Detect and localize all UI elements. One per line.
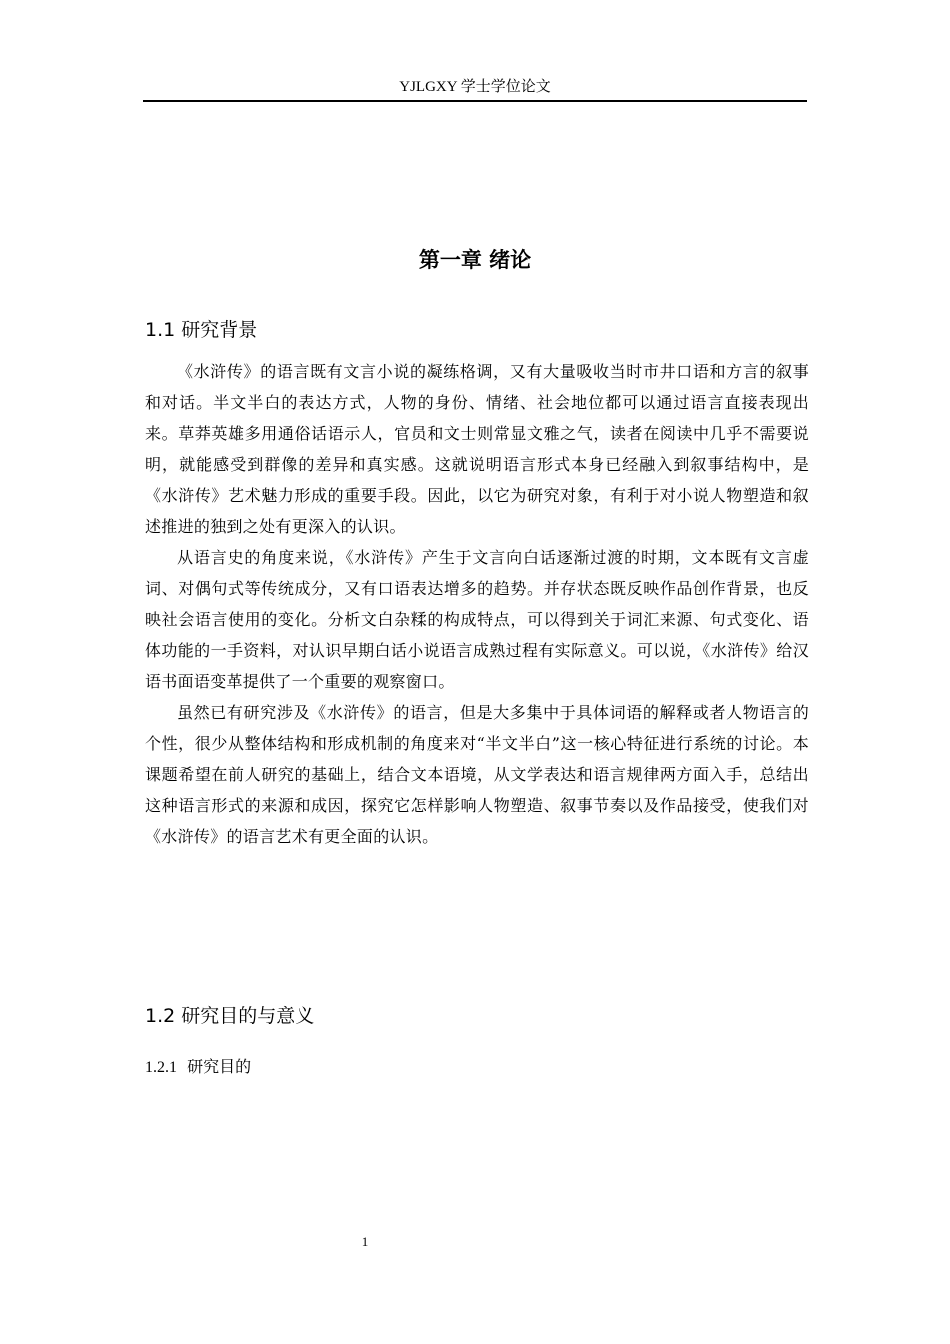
chapter-title: 第一章 绪论 bbox=[418, 248, 532, 272]
paragraph-2: 从语言史的角度来说，《水浒传》产生于文言向白话逐渐过渡的时期，文本既有文言虚词、对偶句式等传统成分，又有口语表达增多的趋势。并存状态既反映作品创作背景，也反映社会语言使用的变化。分析文白杂糅的构成特点，可以得到关于词汇来源、句式变化、语体功能的一手资料，对认识早期白话小说语言成熟过程有实际意义。可以说，《水浒传》给汉语书面语变革提供了一个重要的观察窗口。 bbox=[145, 548, 809, 691]
page-header: YJLGXY 学士学位论文 bbox=[399, 79, 551, 95]
subsection-number: 1.2.1 bbox=[145, 1059, 177, 1076]
page-number: 1 bbox=[361, 1234, 369, 1249]
paragraph-1: 《水浒传》的语言既有文言小说的凝练格调，又有大量吸收当时市井口语和方言的叙事和对话。半文半白的表达方式，人物的身份、情绪、社会地位都可以通过语言直接表现出来。草莽英雄多用通俗话语示人，官员和文士则常显文雅之气，读者在阅读中几乎不需要说明，就能感受到群像的差异和真实感。这就说明语言形式本身已经融入到叙事结构中，是《水浒传》艺术魅力形成的重要手段。因此，以它为研究对象，有利于对小说人物塑造和叙述推进的独到之处有更深入的认识。 bbox=[145, 362, 809, 536]
section-title-background: 1.1 研究背景 bbox=[145, 319, 258, 341]
paragraph-3: 虽然已有研究涉及《水浒传》的语言，但是大多集中于具体词语的解释或者人物语言的个性，很少从整体结构和形成机制的角度来对“半文半白”这一核心特征进行系统的讨论。本课题希望在前人研究的基础上，结合文本语境，从文学表达和语言规律两方面入手，总结出这种语言形式的来源和成因，探究它怎样影响人物塑造、叙事节奏以及作品接受，使我们对《水浒传》的语言艺术有更全面的认识。 bbox=[145, 703, 809, 846]
section-title-purpose: 1.2 研究目的与意义 bbox=[145, 1005, 315, 1027]
section-body-background bbox=[145, 356, 809, 852]
subsection-title-purpose bbox=[145, 1054, 251, 1081]
header-rule bbox=[143, 100, 807, 102]
subsection-label: 研究目的 bbox=[187, 1057, 252, 1076]
